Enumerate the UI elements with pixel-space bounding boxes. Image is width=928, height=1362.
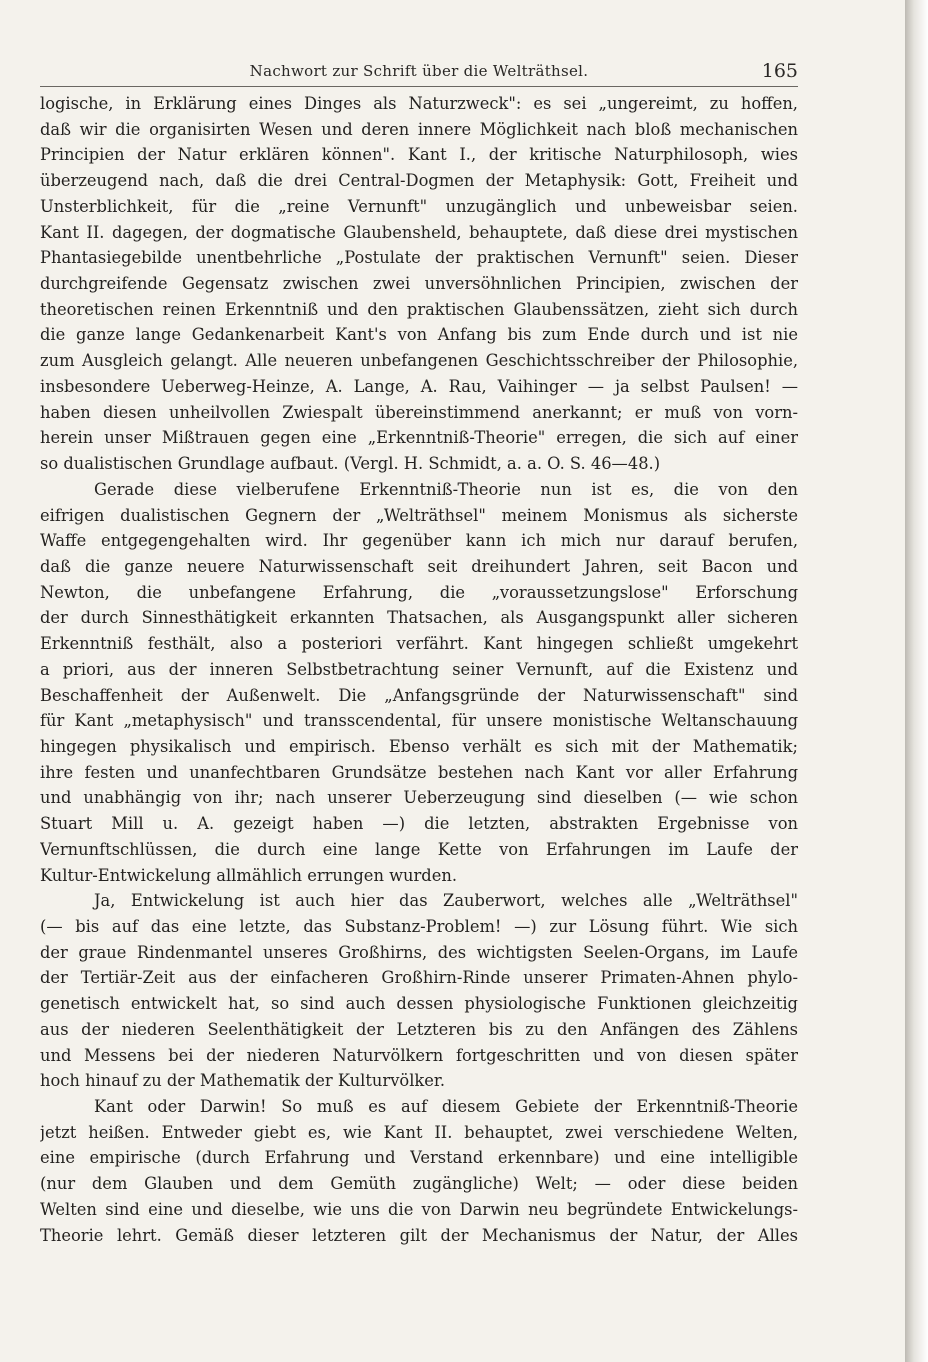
paragraph-start-line: Ja, Entwickelung ist auch hier das Zauberwort, welches alle „Welträthsel" bbox=[94, 891, 798, 911]
text-line: theoretischen reinen Erkenntniß und den praktischen Glaubenssätzen, zieht sich durch bbox=[40, 299, 798, 319]
text-line: Waffe entgegengehalten wird. Ihr gegenüber kann ich mich nur darauf berufen, bbox=[40, 531, 798, 551]
text-line: und Messens bei der niederen Naturvölkern fortgeschritten und von diesen später bbox=[40, 1045, 798, 1065]
page-number: 165 bbox=[761, 60, 798, 82]
text-line: Newton, die unbefangene Erfahrung, die „voraussetzungslose" Erforschung bbox=[40, 582, 798, 602]
text-line: (— bis auf das eine letzte, das Substanz-Problem! —) zur Lösung führt. Wie sich bbox=[40, 917, 798, 936]
text-line: Beschaffenheit der Außenwelt. Die „Anfangsgründe der Naturwissenschaft" sind bbox=[40, 685, 798, 705]
page-edge bbox=[905, 0, 928, 1362]
text-line: herein unser Mißtrauen gegen eine „Erkenntniß-Theorie" erregen, die sich auf einer bbox=[40, 428, 798, 448]
paragraph-end-line: Kultur-Entwickelung allmählich errungen wurden. bbox=[40, 865, 458, 885]
text-line: der Tertiär-Zeit aus der einfacheren Großhirn-Rinde unserer Primaten-Ahnen phylo- bbox=[40, 968, 798, 988]
text-line: daß wir die organisirten Wesen und deren innere Möglichkeit nach bloß mechanischen bbox=[40, 119, 798, 139]
text-line: (nur dem Glauben und dem Gemüth zugängliche) Welt; — oder diese beiden bbox=[40, 1174, 798, 1194]
text-line: Welten sind eine und dieselbe, wie uns die von Darwin neu begründete Entwickelungs- bbox=[40, 1199, 798, 1219]
paragraph-end-line: so dualistischen Grundlage aufbaut. (Vergl. H. Schmidt, a. a. O. S. 46—48.) bbox=[40, 454, 661, 474]
text-line: Vernunftschlüssen, die durch eine lange Kette von Erfahrungen im Laufe der bbox=[40, 839, 798, 859]
text-line: hingegen physikalisch und empirisch. Ebenso verhält es sich mit der Mathematik; bbox=[40, 736, 798, 756]
text-line: aus der niederen Seelenthätigkeit der Letzteren bis zu den Anfängen des Zählens bbox=[40, 1019, 798, 1039]
text-line: eine empirische (durch Erfahrung und Verstand erkennbare) und eine intelligible bbox=[40, 1148, 798, 1168]
text-line: haben diesen unheilvollen Zwiespalt übereinstimmend anerkannt; er muß von vorn- bbox=[40, 402, 798, 422]
text-line: Kant II. dagegen, der dogmatische Glaubensheld, behauptete, daß diese drei mystischen bbox=[40, 222, 798, 242]
paragraph-end-line: hoch hinauf zu der Mathematik der Kulturvölker. bbox=[40, 1071, 446, 1091]
text-line: der graue Rindenmantel unseres Großhirns, des wichtigsten Seelen-Organs, im Laufe bbox=[40, 942, 798, 962]
text-line: Stuart Mill u. A. gezeigt haben —) die letzten, abstrakten Ergebnisse von bbox=[40, 814, 798, 834]
text-line: insbesondere Ueberweg-Heinze, A. Lange, A. Rau, Vaihinger — ja selbst Paulsen! — bbox=[40, 376, 798, 396]
text-line: logische, in Erklärung eines Dinges als Naturzweck": es sei „ungereimt, zu hoffen, bbox=[40, 94, 798, 113]
text-line: daß die ganze neuere Naturwissenschaft seit dreihundert Jahren, seit Bacon und bbox=[40, 556, 798, 576]
page-body bbox=[40, 91, 798, 1248]
paragraph-start-line: Gerade diese vielberufene Erkenntniß-Theorie nun ist es, die von den bbox=[94, 479, 798, 499]
text-line: der durch Sinnesthätigkeit erkannten Thatsachen, als Ausgangspunkt aller sicheren bbox=[40, 608, 798, 628]
text-line: Theorie lehrt. Gemäß dieser letzteren gilt der Mechanismus der Natur, der Alles bbox=[40, 1225, 798, 1245]
text-line: Phantasiegebilde unentbehrliche „Postulate der praktischen Vernunft" seien. Dieser bbox=[40, 248, 798, 268]
text-line: eifrigen dualistischen Gegnern der „Welträthsel" meinem Monismus als sicherste bbox=[40, 505, 798, 525]
text-line: für Kant „metaphysisch" und transscendental, für unsere monistische Weltanschauung bbox=[40, 711, 798, 731]
text-line: überzeugend nach, daß die drei Central-Dogmen der Metaphysik: Gott, Freiheit und bbox=[40, 171, 798, 191]
text-line: a priori, aus der inneren Selbstbetrachtung seiner Vernunft, auf die Existenz und bbox=[40, 659, 798, 679]
text-line: Erkenntniß festhält, also a posteriori verfährt. Kant hingegen schließt umgekehrt bbox=[40, 634, 798, 654]
text-line: Principien der Natur erklären können". Kant I., der kritische Naturphilosoph, wies bbox=[40, 145, 798, 165]
text-line: jetzt heißen. Entweder giebt es, wie Kant II. behauptet, zwei verschiedene Welten, bbox=[40, 1122, 798, 1142]
text-line: die ganze lange Gedankenarbeit Kant's von Anfang bis zum Ende durch und ist nie bbox=[40, 325, 798, 345]
text-line: Unsterblichkeit, für die „reine Vernunft" unzugänglich und unbeweisbar seien. bbox=[40, 196, 798, 216]
running-title: Nachwort zur Schrift über die Welträthsel. bbox=[249, 62, 589, 80]
text-line: durchgreifende Gegensatz zwischen zwei unversöhnlichen Principien, zwischen der bbox=[40, 274, 798, 294]
page-header bbox=[40, 60, 798, 87]
paragraph-start-line: Kant oder Darwin! So muß es auf diesem Gebiete der Erkenntniß-Theorie bbox=[94, 1097, 798, 1117]
text-line: zum Ausgleich gelangt. Alle neueren unbefangenen Geschichtsschreiber der Philosophie, bbox=[40, 351, 798, 371]
text-line: genetisch entwickelt hat, so sind auch dessen physiologische Funktionen gleichzeitig bbox=[40, 994, 798, 1014]
text-line: und unabhängig von ihr; nach unserer Ueberzeugung sind dieselben (— wie schon bbox=[40, 788, 798, 808]
text-line: ihre festen und unanfechtbaren Grundsätze bestehen nach Kant vor aller Erfahrung bbox=[40, 762, 798, 782]
